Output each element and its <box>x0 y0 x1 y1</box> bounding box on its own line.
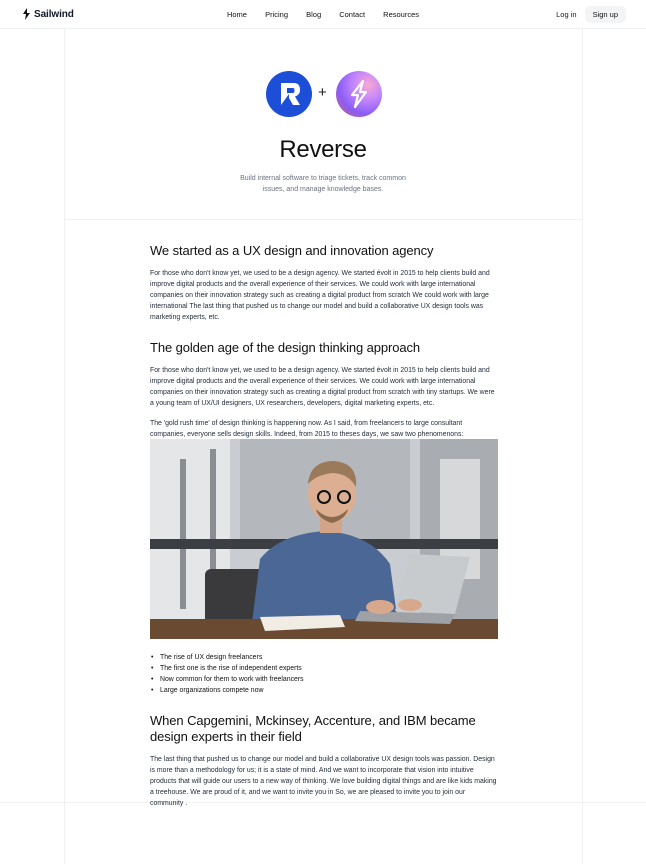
sailwind-bolt-icon <box>336 71 382 117</box>
sailwind-badge-icon <box>336 71 382 117</box>
nav-resources[interactable]: Resources <box>383 10 420 19</box>
section-paragraph-consultancies: The last thing that pushed us to change our model and build a collaborative UX design tools was passion. Design is more than a methodology for us; it is a state of mind. And we want to incorporate that vision into intuitive products that will guide our users to a new way of thinking. We love building digital things and are like kids making a treehouse. We are proud of it, and we want to invite you in So, we are pleased to invite you to join our community . <box>150 756 497 807</box>
login-link[interactable]: Log in <box>556 10 577 19</box>
section-paragraph-agency: For those who don't know yet, we used to be a design agency. We started évolt in 2015 to help clients build and improve digital products and the overall experience of their services. We could work with large international companies on their innovation strategy such as creating a digital product from scratch We could work with large international The last thing that pushed us to change our model and build a collaborative UX design tools was marketing experts, etc. <box>150 270 490 321</box>
hero-title: Reverse <box>279 136 367 163</box>
top-navbar <box>0 0 646 29</box>
nav-pricing[interactable]: Pricing <box>265 10 289 19</box>
phenomena-list <box>150 652 508 696</box>
hero-logos <box>0 71 646 117</box>
plus-sign: + <box>318 84 327 101</box>
nav-blog[interactable]: Blog <box>306 10 322 19</box>
nav-contact[interactable]: Contact <box>339 10 366 19</box>
nav-home[interactable]: Home <box>226 10 247 19</box>
article-photo <box>150 439 498 639</box>
list-item: • The rise of UX design freelancers <box>160 652 508 663</box>
signup-button[interactable]: Sign up <box>585 6 626 23</box>
section-heading-consultancies: When Capgemini, Mckinsey, Accenture, and IBM became design experts in their field <box>150 713 476 744</box>
section-heading-golden-age: The golden age of the design thinking approach <box>150 340 421 355</box>
section-heading-agency: We started as a UX design and innovation agency <box>150 243 434 258</box>
hero-subtitle: Build internal software to triage tickets, track common issues, and manage knowledge bases. <box>240 175 406 193</box>
hero-divider <box>64 219 583 220</box>
list-item: • Large organizations compete now <box>160 685 508 696</box>
section-paragraph-golden-age: For those who don't know yet, we used to be a design agency. We started évolt in 2015 to help clients build and improve digital products and the overall experience of their services. We could work with large international companies on their innovation strategy such as creating a digital product from scratch with tiny startups. We were a young team of UX/UI designers, UX researchers, developers, digital marketing experts, etc. <box>150 367 495 407</box>
list-item: • The first one is the rise of independent experts <box>160 663 508 674</box>
list-item: • Now common for them to work with freelancers <box>160 674 508 685</box>
section-paragraph-gold-rush: The 'gold rush time' of design thinking is happening now. As I said, from freelancers to large consultant companies, everyone sells design skills. Indeed, from 2015 to theses days, we saw two phenomenons: <box>150 420 464 438</box>
brand-name: Sailwind <box>34 8 74 20</box>
man-at-laptop-illustration <box>150 439 498 639</box>
reverse-r-icon <box>266 71 312 117</box>
main-nav <box>0 10 646 19</box>
reverse-logo-icon <box>266 71 312 117</box>
auth-links <box>556 6 626 23</box>
